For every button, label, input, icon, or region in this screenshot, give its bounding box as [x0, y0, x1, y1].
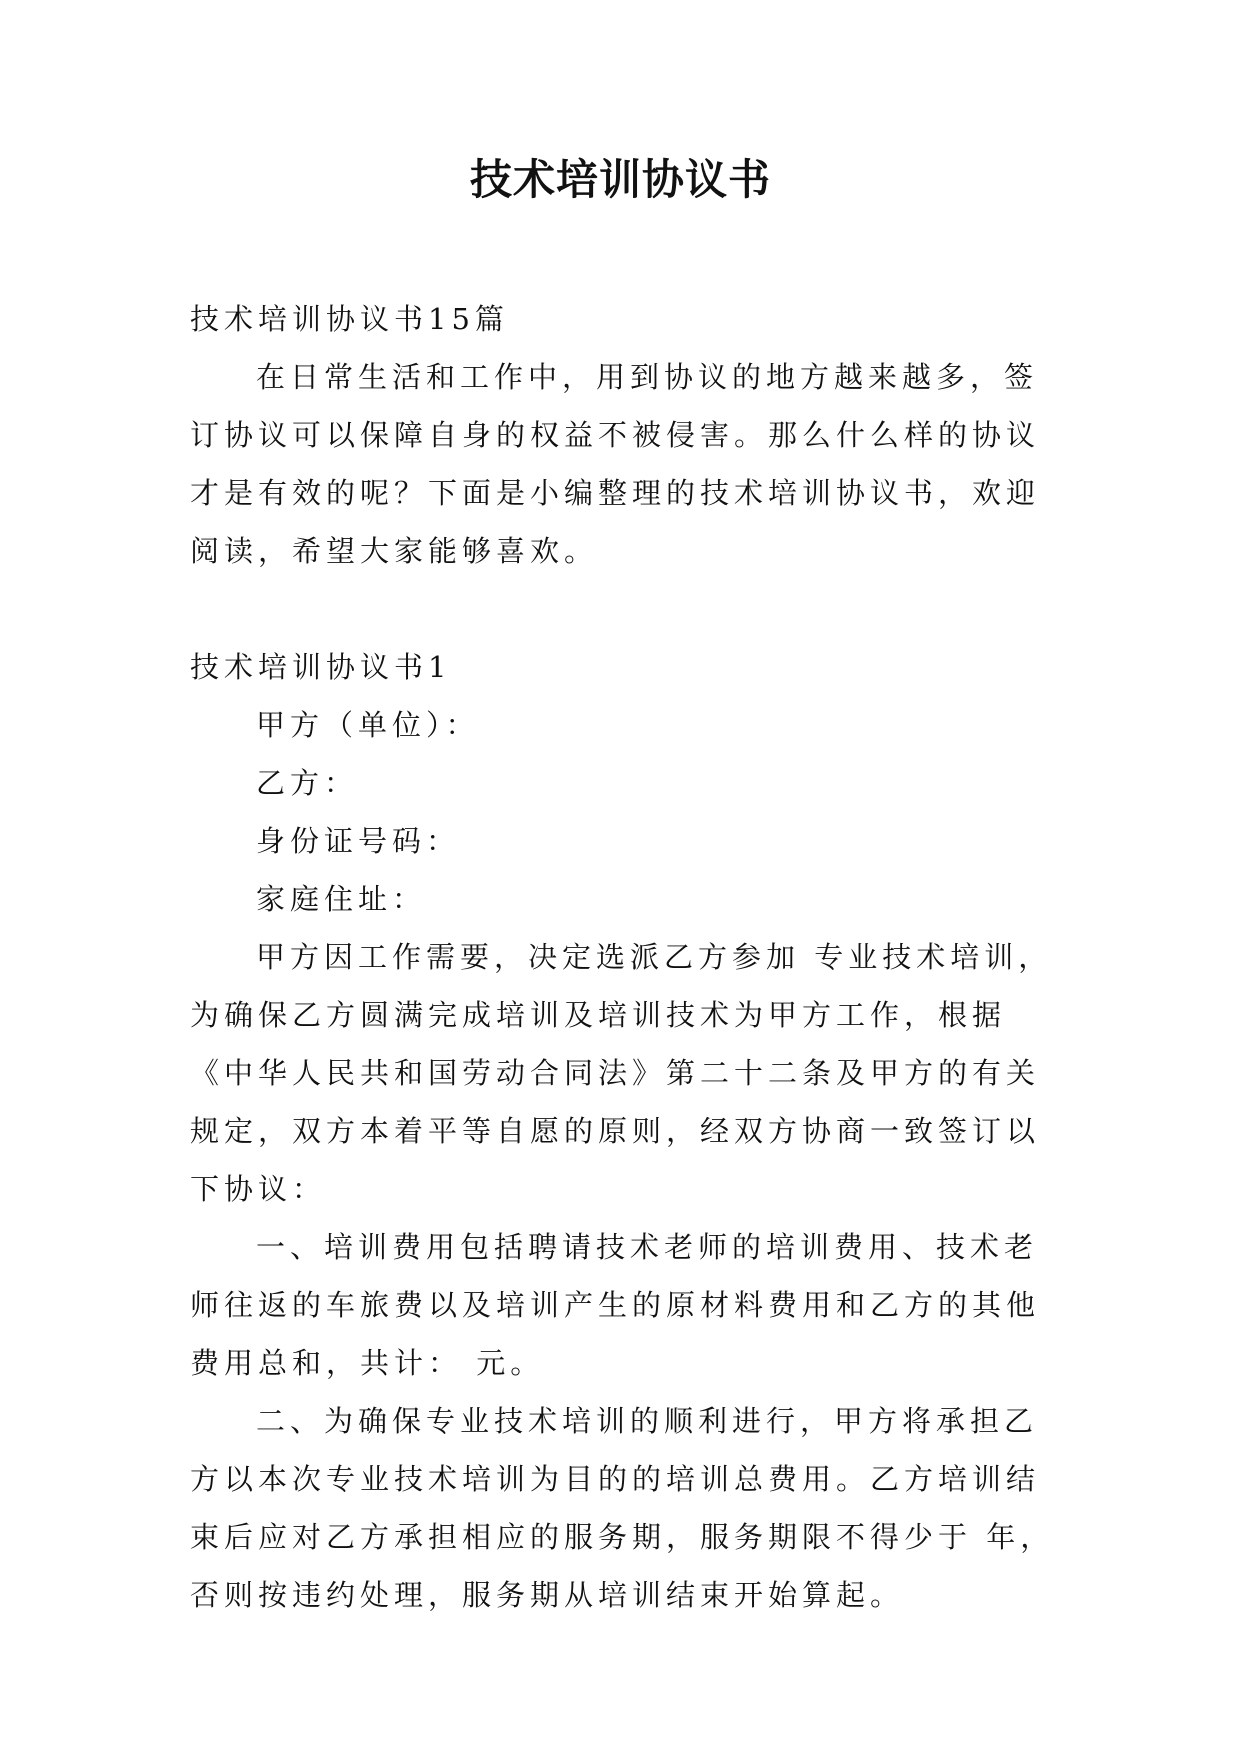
- clause-1-paragraph: 一、培训费用包括聘请技术老师的培训费用、技术老师往返的车旅费以及培训产生的原材料费用和乙方的其他费用总和，共计： 元。: [190, 1230, 1041, 1380]
- intro-paragraph: 在日常生活和工作中，用到协议的地方越来越多，签订协议可以保障自身的权益不被侵害。那么什么样的协议才是有效的呢？下面是小编整理的技术培训协议书，欢迎阅读，希望大家能够喜欢。: [190, 360, 1041, 568]
- document-title: 技术培训协议书: [469, 155, 771, 204]
- party-b-line: 乙方：: [256, 766, 359, 800]
- home-address-line: 家庭住址：: [256, 882, 427, 916]
- id-number-line: 身份证号码：: [256, 824, 461, 858]
- paragraph-spacer: [190, 580, 1070, 638]
- party-a-line: 甲方（单位）：: [256, 708, 480, 742]
- document-subtitle: 技术培训协议书15篇: [190, 302, 509, 336]
- section-heading: 技术培训协议书1: [190, 650, 452, 684]
- document-body: [190, 290, 1070, 1624]
- preamble-paragraph: 甲方因工作需要，决定选派乙方参加 专业技术培训，为确保乙方圆满完成培训及培训技术为甲方工作，根据《中华人民共和国劳动合同法》第二十二条及甲方的有关规定，双方本着平等自愿的原则，经双方协商一致签订以下协议：: [190, 940, 1053, 1206]
- clause-2-paragraph: 二、为确保专业技术培训的顺利进行，甲方将承担乙方以本次专业技术培训为目的的培训总费用。乙方培训结束后应对乙方承担相应的服务期，服务期限不得少于 年，否则按违约处理，服务期从培训结束开始算起。: [190, 1404, 1055, 1612]
